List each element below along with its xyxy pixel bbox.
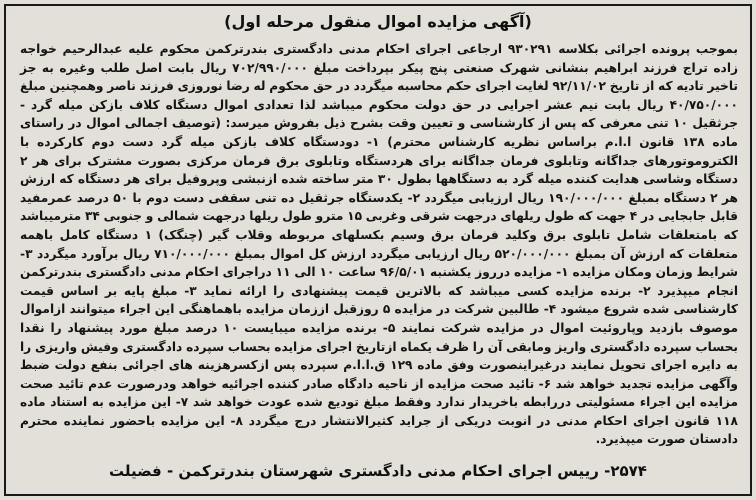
notice-border-frame <box>4 4 752 496</box>
notice-body <box>20 40 738 449</box>
notice-footer-signature: ۲۵۷۴- رییس اجرای احکام مدنی دادگستری شهرستان بندرترکمن - فضیلت <box>109 462 647 480</box>
notice-body-text: بموجب پرونده اجرائی بکلاسه ۹۳۰۲۹۱ ارجاعی اجرای احکام مدنی دادگستری بندرترکمن محکوم علیه عبدالرحیم خواجه زاده تراج فرزند ابراهیم بنشانی شهرک صنعتی پنج پیکر بپرداخت مبلغ ۷۰۲/۹۹۰/۰۰۰ ریال بابت اصل طلب وغیره به جز تاخیر تادیه که از تاریخ ۹۲/۱۱/۰۲ لغایت اجرای حکم محاسبه میگردد در حق محکوم له رضا نوروزی فرزند ناصر وهمچنین مبلغ ۴۰/۷۵۰/۰۰۰ ریال بابت نیم عشر اجرایی در حق دولت محکوم میباشد لذا تعدادی اموال دستگاه کلاف بازکن میله گرد - جرثقیل ۱۰ تنی معرفی که پس از کارشناسی و تعیین وقت بشرح ذیل بفروش میرسد: (توصیف اجمالی اموال در راستای ماده ۱۳۸ قانون ا.ا.م براساس نظریه کارشناس محترم) ۱- دودستگاه کلاف بازکن میله گرد دست دوم کارکرده با الکتروموتورهای جداگانه وتابلوی فرمان جداگانه برای هردستگاه وتابلوی برق فرمان مرکزی بصورت مشترک برای هر ۲ دستگاه وشاسی هدایت کننده میله گرد به دستگاهها بطول ۳۰ متر ساخته شده ازنبشی وپروفیل برای هر دستگاه که ارزش هر ۲ دستگاه بمبلغ ۱۹۰/۰۰۰/۰۰۰ ریال ارزیابی میگردد ۲- یکدستگاه جرثقیل ده تنی سقفی دست دوم با ۵۰ درصد عمرمفید قابل جابجایی در ۴ جهت که طول ریلهای درجهت شرقی وغربی ۱۵ مترو طول ریلها درجهت شمالی و جنوبی ۳۴ مترمیباشد که بامتعلقات شامل تابلوی برق وکلید فرمان برق وسیم بکسلهای مربوطه وقلاب گیر (چنگک) ۱ دستگاه کامل باهمه متعلقات که ارزش آن بمبلغ ۵۲۰/۰۰۰/۰۰۰ ریال ارزیابی میگردد ارزش کل اموال بمبلغ ۷۱۰/۰۰۰/۰۰۰ ریال برآورد میگردد ۳- شرایط وزمان ومکان مزایده ۱- مزایده درروز یکشنبه ۹۶/۵/۰۱ ساعت ۱۰ الی ۱۱ دراجرای احکام مدنی دادگستری بندرترکمن انجام میپذیرد ۲- برنده مزایده کسی میباشد که بالاترین قیمت پیشنهادی را ارائه نماید ۳- مبلغ پایه بر اساس قیمت کارشناسی شده شروع میشود ۴- طالبین شرکت در مزایده ۵ روزقبل اززمان مزایده باهماهنگی این اجراء میتوانند ازاموال موصوف بازدید وپاروئیت اموال در مزایده شرکت نمایند ۵- برنده مزایده میبایست ۱۰ درصد مبلغ مورد پیشنهاد را نقدا بحساب سپرده دادگستری واریز ومابقی آن را ظرف یکماه ازتاریخ اجرای مزایده بحساب سپرده دادگستری وفیش واریزی را به دایره اجرای تحویل نمایند درغیراینصورت وفق ماده ۱۲۹ ق.ا.ا.م سپرده پس ازکسرهزینه های اجرائی بنفع دولت ضبط وآگهی مزایده تجدید خواهد شد ۶- تائید صحت مزایده از ناحیه دادگاه صادر کننده اجرائیه خواهد ودرصورت عدم تائید صحت مزایده این اجراء مسئولیتی دررابطه باخریدار ندارد وفقط مبلغ تودیع شده عودت خواهد شد ۷- این مزایده به استناد ماده ۱۱۸ قانون اجرای احکام مدنی در انوبت دریکی از جراید کثیرالانتشار درج میگردد ۸- این مزایده باحضور نماینده محترم دادستان صورت میپذیرد. <box>20 42 739 447</box>
notice-title: (آگهی مزایده اموال منقول مرحله اول) <box>224 12 532 31</box>
